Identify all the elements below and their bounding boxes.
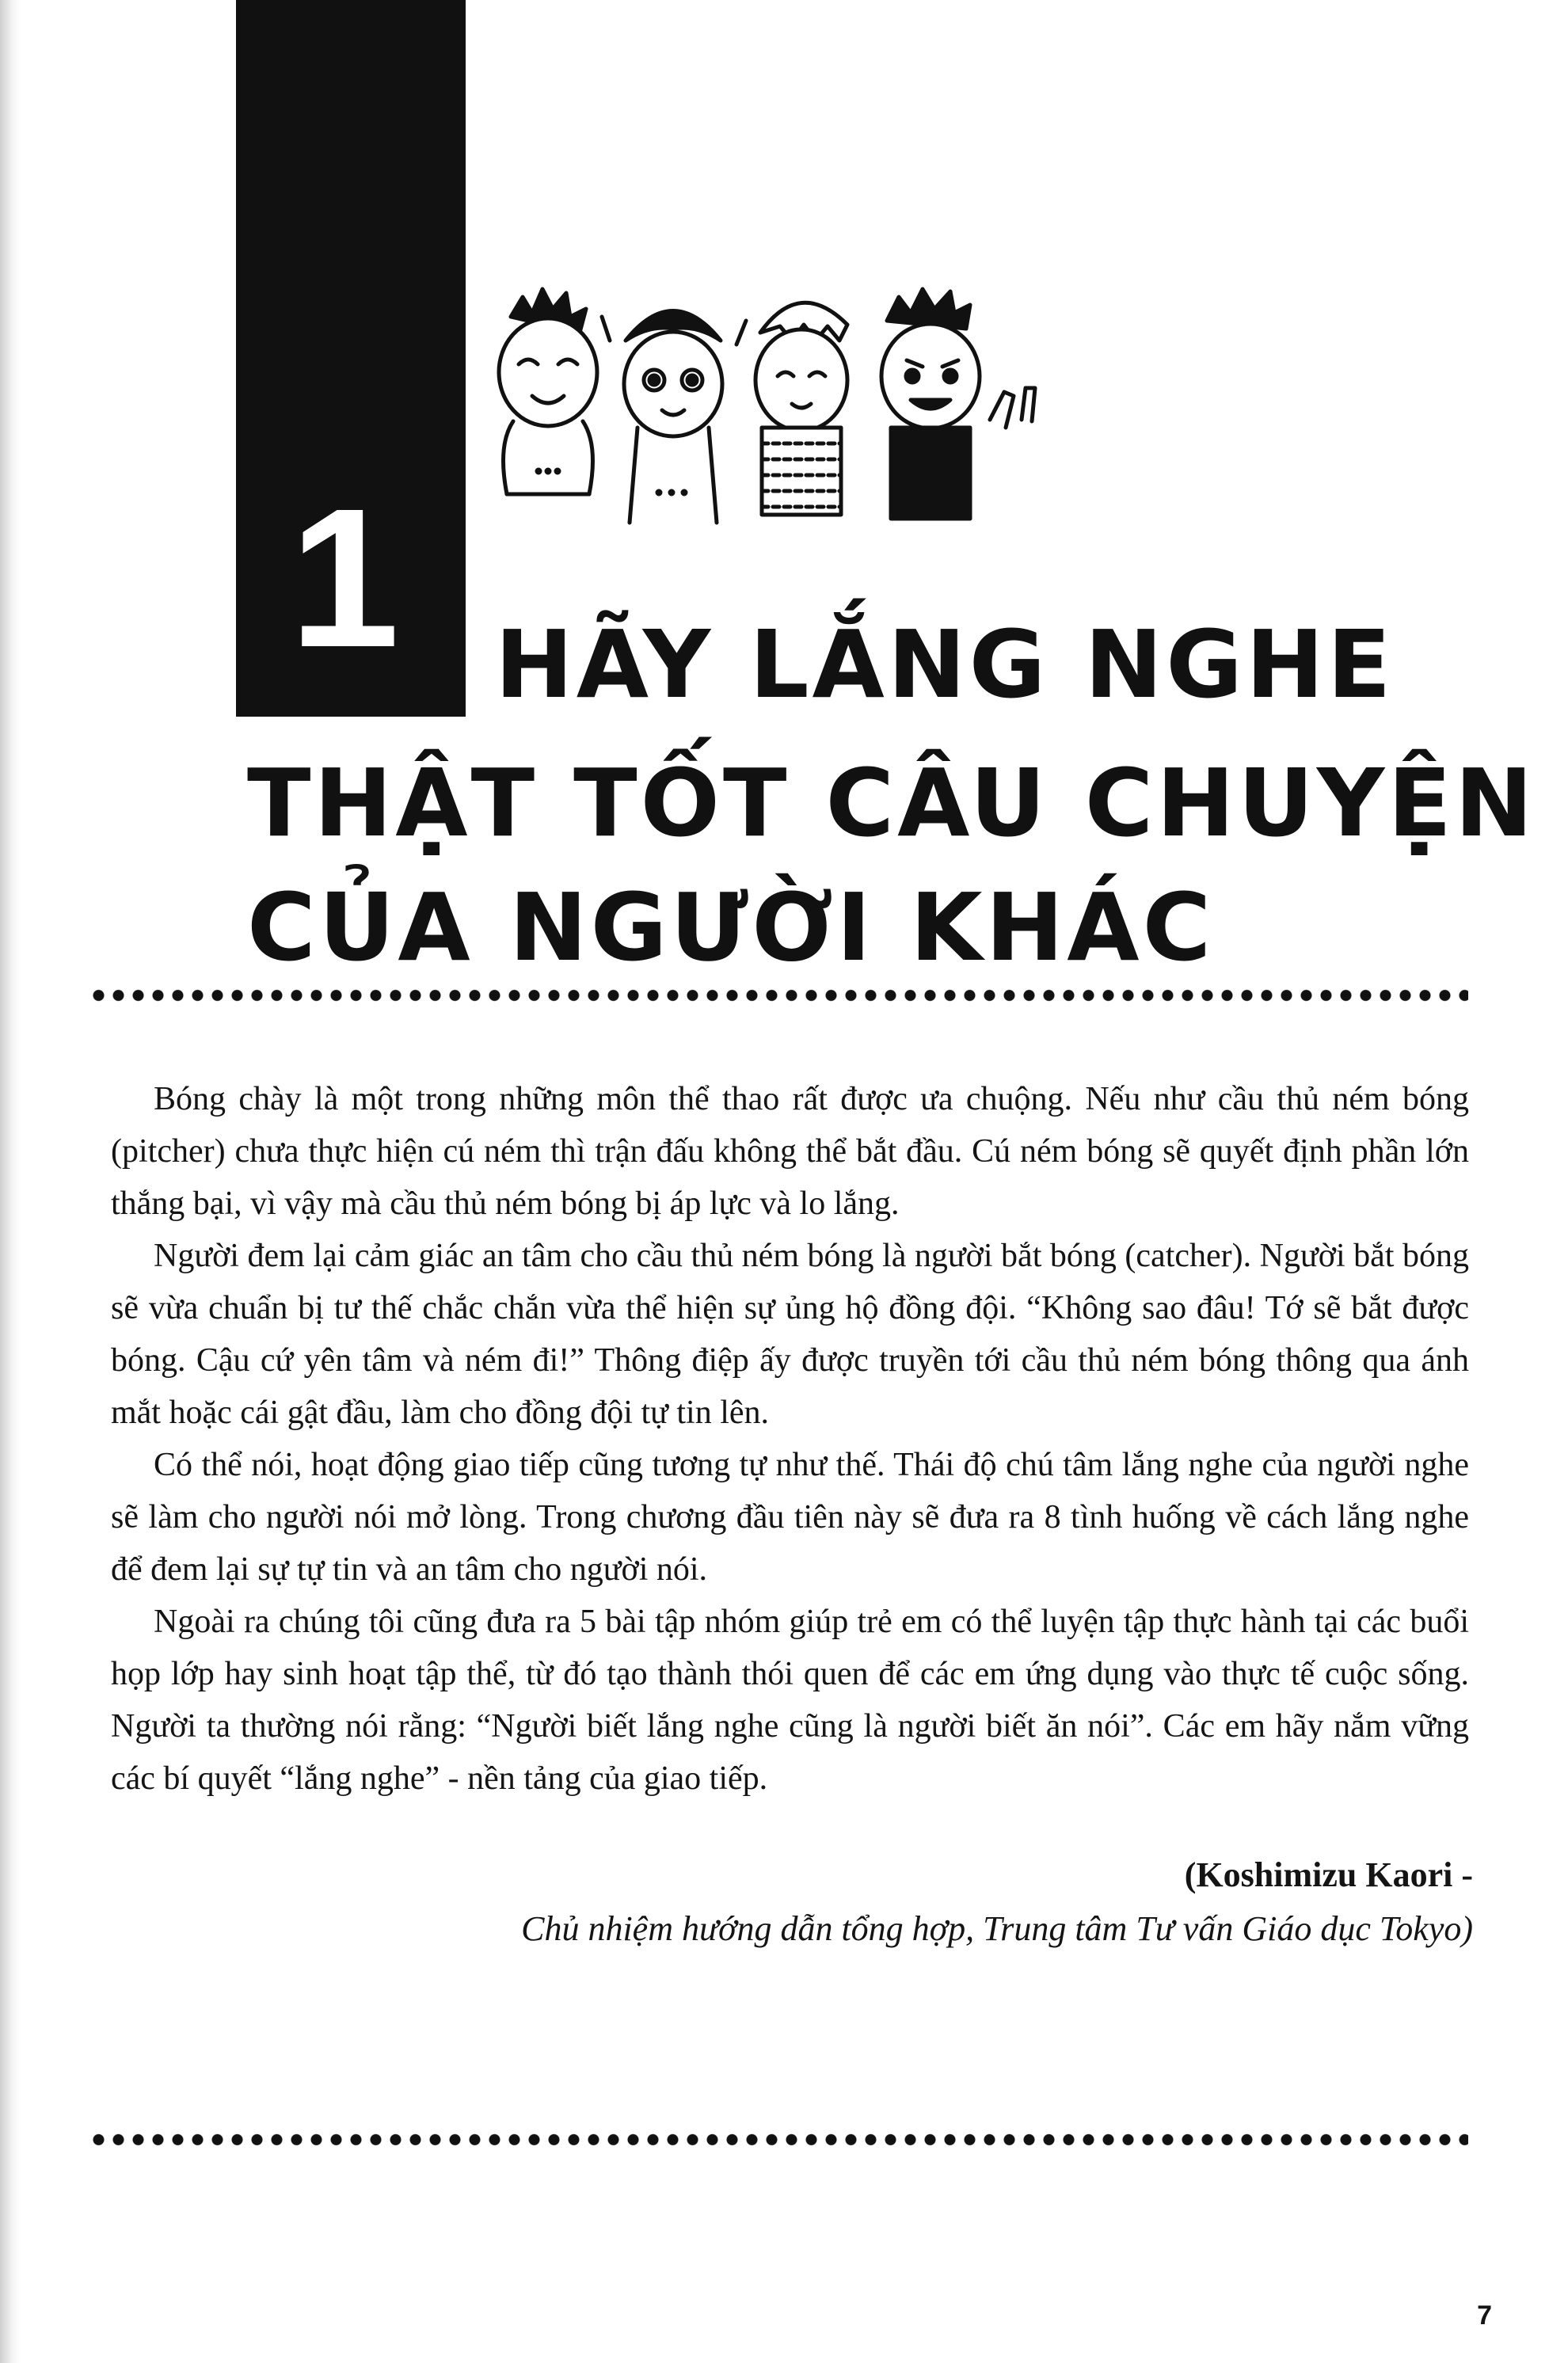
- author-name: (Koshimizu Kaori -: [1184, 1855, 1473, 1894]
- child-3-figure: [755, 303, 847, 515]
- child-2-figure: [602, 311, 746, 523]
- chapter-title-line-1: HÃY LẮNG NGHE: [495, 610, 1395, 719]
- intro-paragraph: Người đem lại cảm giác an tâm cho cầu thủ ném bóng là người bắt bóng (catcher). Người bắt bóng sẽ vừa chuẩn bị tư thế chắc chắn vừa thể hiện sự ủng hộ đồng đội. “Không sao đâu! Tớ sẽ bắt được bóng. Cậu cứ yên tâm và ném đi!” Thông điệp ấy được truyền tới cầu thủ ném bóng thông qua ánh mắt hoặc cái gật đầu, làm cho đồng đội tự tin lên.: [111, 1238, 1469, 1431]
- intro-paragraph: Có thể nói, hoạt động giao tiếp cũng tương tự như thế. Thái độ chú tâm lắng nghe của người nghe sẽ làm cho người nói mở lòng. Trong chương đầu tiên này sẽ đưa ra 8 tình huống về cách lắng nghe để đem lại sự tự tin và an tâm cho người nói.: [111, 1447, 1469, 1588]
- child-1-figure: [499, 289, 597, 494]
- page-gutter-shadow: [0, 0, 21, 2363]
- chapter-number: 1: [289, 467, 400, 688]
- page-number: 7: [1477, 2300, 1492, 2331]
- chapter-intro-text: [111, 1073, 1469, 1805]
- intro-paragraph: Ngoài ra chúng tôi cũng đưa ra 5 bài tập nhóm giúp trẻ em có thể luyện tập thực hành tại các buổi họp lớp hay sinh hoạt tập thể, từ đó tạo thành thói quen để các em ứng dụng vào thực tế cuộc sống. Người ta thường nói rằng: “Người biết lắng nghe cũng là người biết ăn nói”. Các em hãy nắm vững các bí quyết “lắng nghe” - nền tảng của giao tiếp.: [111, 1604, 1469, 1797]
- intro-paragraph: Bóng chày là một trong những môn thể thao rất được ưa chuộng. Nếu như cầu thủ ném bóng (pitcher) chưa thực hiện cú ném thì trận đấu không thể bắt đầu. Cú ném bóng sẽ quyết định phần lớn thắng bại, vì vậy mà cầu thủ ném bóng bị áp lực và lo lắng.: [111, 1081, 1469, 1222]
- chapter-title-line-2: THẬT TỐT CÂU CHUYỆN: [247, 748, 1536, 858]
- four-children-illustration: [475, 285, 1093, 554]
- child-4-figure: [881, 289, 1035, 519]
- dotted-divider-bottom: [89, 2133, 1468, 2147]
- dotted-divider-top: [89, 988, 1468, 1003]
- author-role: Chủ nhiệm hướng dẫn tổng hợp, Trung tâm Tư vấn Giáo dục Tokyo): [521, 1909, 1473, 1948]
- chapter-title-line-3: CỦA NGƯỜI KHÁC: [247, 873, 1215, 982]
